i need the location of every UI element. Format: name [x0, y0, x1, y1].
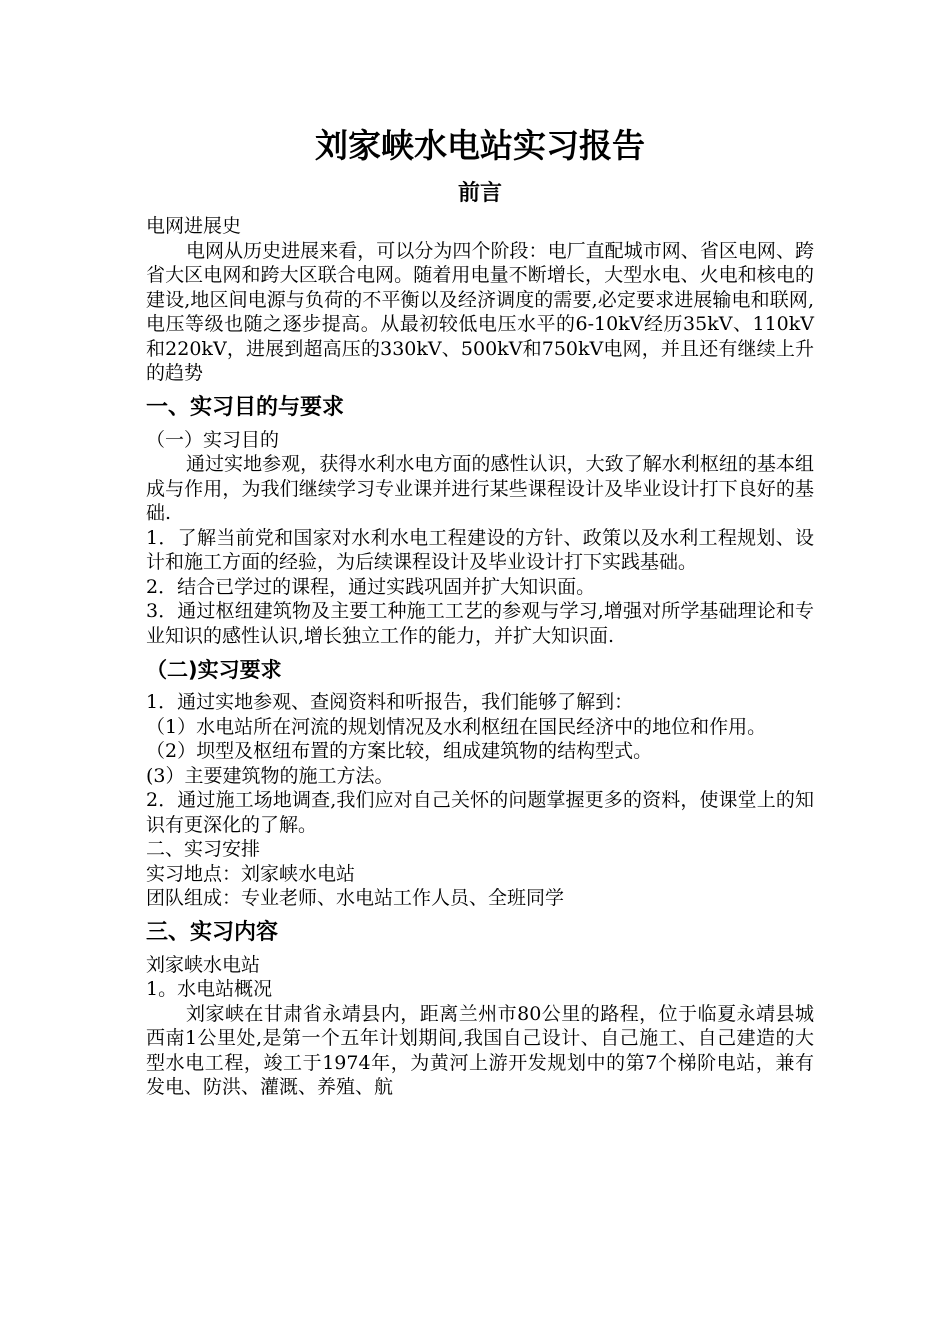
paragraph-purpose: 通过实地参观，获得水利水电方面的感性认识，大致了解水利枢纽的基本组成与作用，为我们继续学习专业课并进行某些课程设计及毕业设计打下良好的基础. [146, 453, 814, 524]
list-item-requirement-2: 2．通过施工场地调查,我们应对自己关怀的问题掌握更多的资料，使课堂上的知识有更深化的了解。 [146, 789, 814, 836]
paragraph-station-overview: 刘家峡在甘肃省永靖县内，距离兰州市80公里的路程，位于临夏永靖县城西南1公里处,是第一个五年计划期间,我国自己设计、自己施工、自己建造的大型水电工程，竣工于1974年，为黄河上游开发规划中的第7个梯阶电站，兼有发电、防洪、灌溉、养殖、航 [146, 1002, 814, 1098]
list-item-purpose-3: 3．通过枢纽建筑物及主要工种施工工艺的参观与学习,增强对所学基础理论和专业知识的感性认识,增长独立工作的能力，并扩大知识面. [146, 600, 814, 647]
list-item-requirement-1: 1．通过实地参观、查阅资料和听报告，我们能够了解到： [146, 691, 634, 713]
subsection-purpose-title: （一）实习目的 [146, 428, 280, 451]
content-overview-title: 1。水电站概况 [146, 978, 273, 1000]
document-page [146, 122, 814, 1100]
arrangement-team: 团队组成：专业老师、水电站工作人员、全班同学 [146, 887, 565, 909]
list-item-purpose-1: 1．了解当前党和国家对水利水电工程建设的方针、政策以及水利工程规划、设计和施工方面的经验，为后续课程设计及毕业设计打下实践基础。 [146, 526, 814, 573]
paragraph-grid-history: 电网从历史进展来看，可以分为四个阶段：电厂直配城市网、省区电网、跨省大区电网和跨大区联合电网。随着用电量不断增长，大型水电、火电和核电的建设,地区间电源与负荷的不平衡以及经济调度的需要,必定要求进展输电和联网,电压等级也随之逐步提高。从最初较低电压水平的6-10kV经历35kV、110kV和220kV，进展到超高压的330kV、500kV和750kV电网，并且还有继续上升的趋势 [146, 239, 814, 384]
paragraph-grid-history-title: 电网进展史 [146, 215, 242, 237]
section-heading-purpose: 一、实习目的与要求 [146, 394, 345, 420]
list-item-requirement-1-2: （2）坝型及枢纽布置的方案比较，组成建筑物的结构型式。 [146, 740, 653, 762]
list-item-requirement-1-3: (3）主要建筑物的施工方法。 [146, 764, 394, 787]
section-arrangement-title: 二、实习安排 [146, 838, 261, 860]
content-station-name: 刘家峡水电站 [146, 953, 261, 976]
list-item-requirement-1-1: （1）水电站所在河流的规划情况及水利枢纽在国民经济中的地位和作用。 [146, 715, 767, 738]
document-title: 刘家峡水电站实习报告 [315, 126, 645, 165]
subsection-heading-requirements: （二)实习要求 [146, 658, 282, 682]
preface-heading: 前言 [457, 181, 502, 206]
section-heading-content: 三、实习内容 [146, 919, 279, 945]
list-item-purpose-2: 2．结合已学过的课程，通过实践巩固并扩大知识面。 [146, 575, 596, 598]
arrangement-location: 实习地点：刘家峡水电站 [146, 862, 356, 885]
